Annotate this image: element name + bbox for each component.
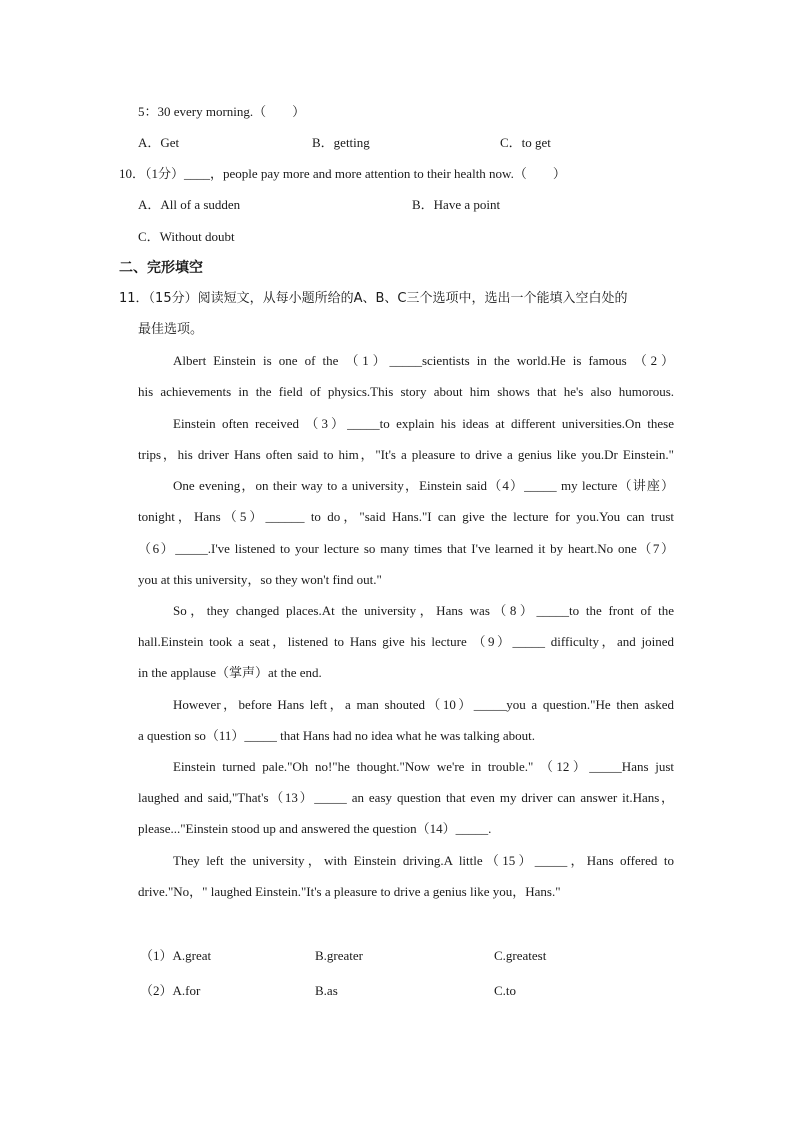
choice-1-c[interactable]: C.greatest <box>494 948 547 963</box>
choice-1-a[interactable]: （1）A.great <box>140 948 212 963</box>
passage-line: hall.Einstein took a seat，listened to Hans give his lecture （9）_____ difficulty，and joined <box>138 634 674 649</box>
q11-instruction-line2: 最佳选项。 <box>138 322 204 337</box>
passage-line: Einstein turned pale."Oh no!"he thought."Now we're in trouble." （12）_____Hans just <box>173 759 674 774</box>
passage-line: tonight，Hans（5）______ to do，"said Hans."I can give the lecture for you.You can trust <box>138 509 674 524</box>
passage-line: please..."Einstein stood up and answered the question（14）_____. <box>138 821 492 836</box>
q9-stem-tail: 5：30 every morning.（ ） <box>138 104 306 119</box>
q10-option-c[interactable]: C．Without doubt <box>138 229 235 244</box>
passage-line: So，they changed places.At the university，Hans was（8）_____to the front of the <box>173 603 675 618</box>
q10-option-b[interactable]: B．Have a point <box>412 197 501 212</box>
q9-option-a[interactable]: A．Get <box>138 135 180 150</box>
passage-line: drive."No，" laughed Einstein."It's a pleasure to drive a genius like you，Hans." <box>138 884 561 899</box>
passage-line: you at this university，so they won't find out." <box>138 572 382 587</box>
choice-2-c[interactable]: C.to <box>494 983 517 998</box>
passage-line: a question so（11）_____ that Hans had no idea what he was talking about. <box>138 728 536 743</box>
passage-line: trips，his driver Hans often said to him，"It's a pleasure to drive a genius like you.Dr Einstein." <box>138 447 674 462</box>
passage-line: However，before Hans left，a man shouted（10）_____you a question."He then asked <box>173 697 674 712</box>
passage-line: One evening，on their way to a university，Einstein said（4）_____ my lecture（讲座） <box>173 478 674 493</box>
passage-line: Albert Einstein is one of the （1）_____scientists in the world.He is famous （2） <box>173 353 674 368</box>
q9-option-b[interactable]: B．getting <box>312 135 370 150</box>
section-heading-cloze: 二、完形填空 <box>119 260 203 276</box>
passage-line: They left the university，with Einstein driving.A little（15）_____，Hans offered to <box>173 853 674 868</box>
choice-2-a[interactable]: （2）A.for <box>140 983 201 998</box>
q10-option-a[interactable]: A．All of a sudden <box>138 197 241 212</box>
passage-line: （6）_____.I've listened to your lecture so many times that I've learned it by heart.No one（7） <box>138 541 674 556</box>
passage-line: Einstein often received （3）_____to explain his ideas at different universities.On these <box>173 416 674 431</box>
choice-2-b[interactable]: B.as <box>315 983 338 998</box>
passage-line: laughed and said,"That's（13）_____ an easy question that even my driver can answer it.Hans， <box>138 790 674 805</box>
choice-1-b[interactable]: B.greater <box>315 948 364 963</box>
q11-instruction-line1: 11．（15分）阅读短文，从每小题所给的A、B、C三个选项中，选出一个能填入空白处的 <box>119 291 628 306</box>
passage-line: in the applause（掌声）at the end. <box>138 665 322 680</box>
q10-stem: 10．（1分）____，people pay more and more attention to their health now.（ ） <box>119 166 566 181</box>
q9-option-c[interactable]: C．to get <box>500 135 551 150</box>
passage-line: his achievements in the field of physics.This story about him shows that he's also humorous. <box>138 384 674 399</box>
